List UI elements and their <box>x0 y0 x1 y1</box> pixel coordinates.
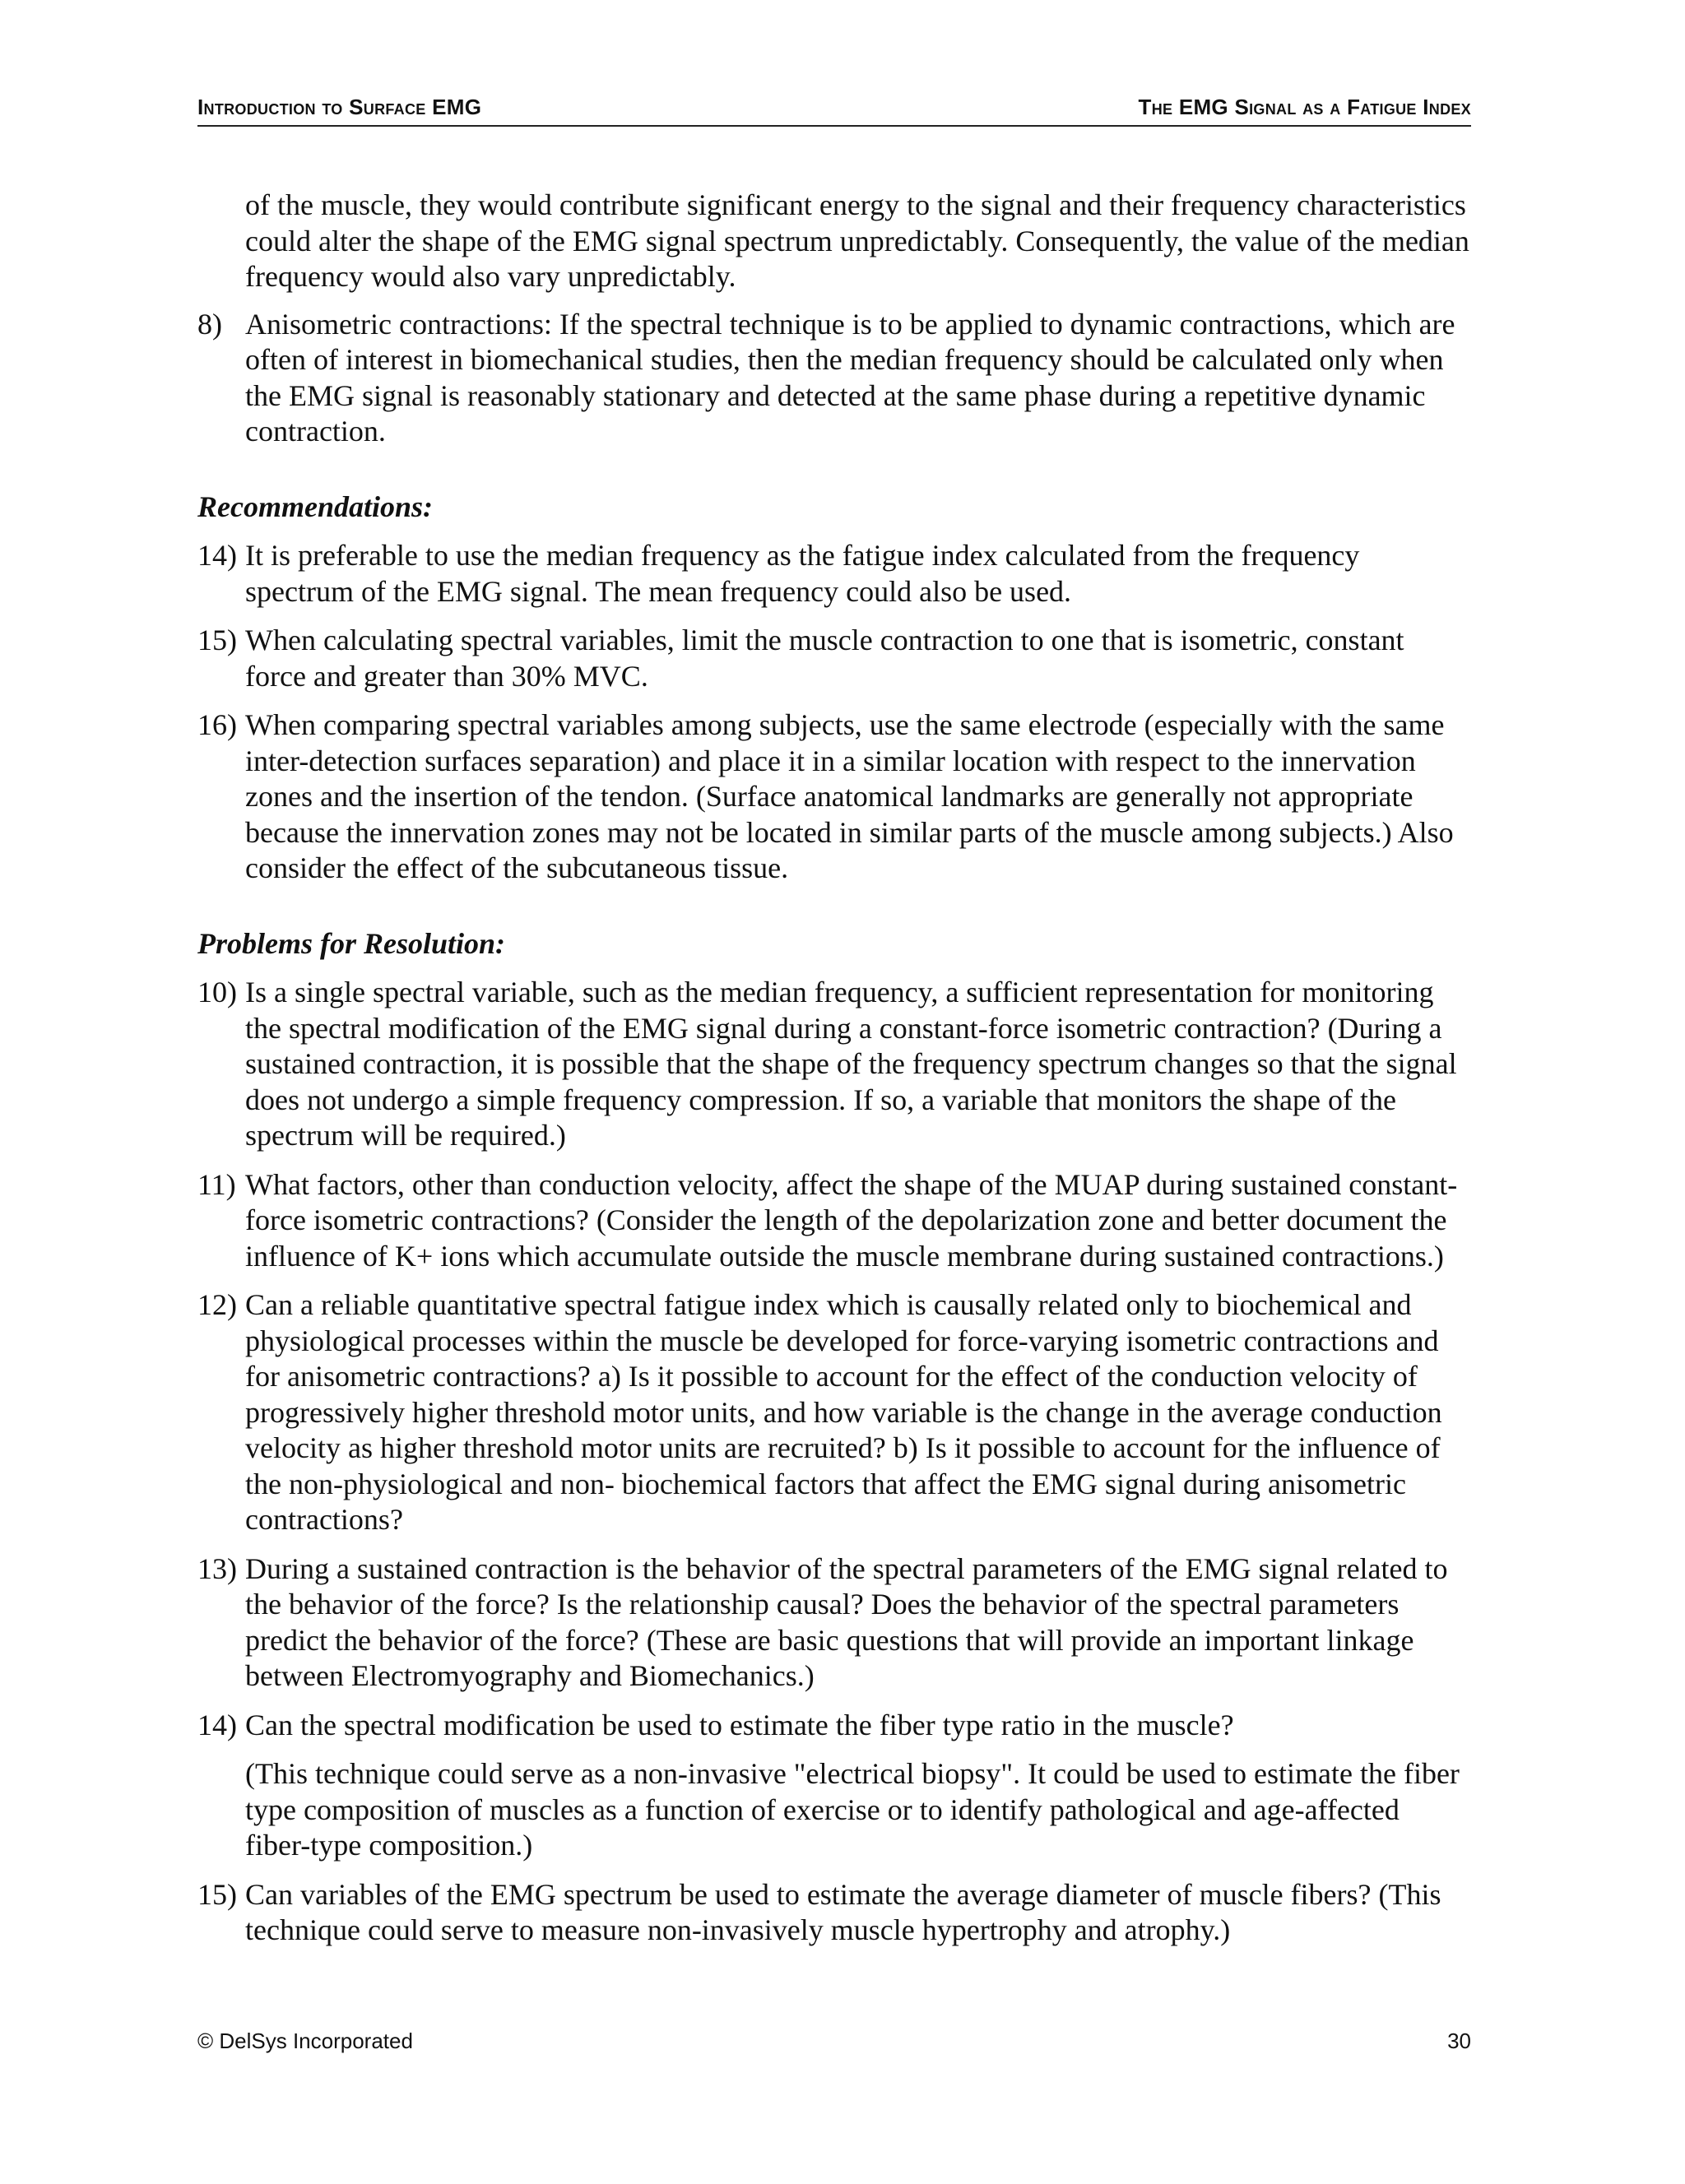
recommendation-item <box>197 538 1471 610</box>
header-chapter-title: The EMG Signal as a Fatigue Index <box>1138 95 1471 119</box>
item-number: 10) <box>197 976 237 1009</box>
item-text: During a sustained contraction is the behavior of the spectral parameters of the EMG signal related to the behavior of the force? Is the relationship causal? Does the behavior of the spectral parameters predict the behavior of the force? (These are basic questions that will provide an important linkage between Electromyography and Biomechanics.) <box>245 1551 1448 1692</box>
item-text: What factors, other than conduction velocity, affect the shape of the MUAP during sustained constant-force isometric contractions? (Consider the length of the depolarization zone and better document the influence of K+ ions which accumulate outside the muscle membrane during sustained contractions.) <box>245 1167 1458 1273</box>
problem-item <box>197 1287 1471 1538</box>
item-number: 15) <box>197 624 237 656</box>
recommendation-item <box>197 707 1471 887</box>
item-text: Can a reliable quantitative spectral fatigue index which is causally related only to biochemical and physiological processes within the muscle be developed for force-varying isometric contractions and for anisometric contractions? a) Is it possible to account for the effect of the conduction velocity of progressively higher threshold motor units, and how variable is the change in the average conduction velocity as higher threshold motor units are recruited? b) Is it possible to account for the influence of the non-physiological and non- biochemical factors that affect the EMG signal during anisometric contractions? <box>245 1288 1442 1536</box>
section-heading-recommendations: Recommendations: <box>197 489 433 523</box>
item-number: 16) <box>197 708 237 741</box>
item-text: Can the spectral modification be used to estimate the fiber type ratio in the muscle? <box>245 1708 1234 1741</box>
item-subparagraph: (This technique could serve as a non-invasive "electrical biopsy". It could be used to estimate the fiber type composition of muscles as a function of exercise or to identify pathological and age-affected fiber-type composition.) <box>245 1757 1460 1862</box>
header-book-title: Introduction to Surface EMG <box>197 95 482 119</box>
problem-item <box>197 1708 1471 1864</box>
problem-item <box>197 1167 1471 1275</box>
problem-item <box>197 1877 1471 1949</box>
page-body <box>197 188 1471 1962</box>
item-text: It is preferable to use the median frequency as the fatigue index calculated from the frequency spectrum of the EMG signal. The mean frequency could also be used. <box>245 539 1360 608</box>
page-number: 30 <box>1447 2029 1471 2053</box>
item-text: When comparing spectral variables among subjects, use the same electrode (especially with the same inter-detection surfaces separation) and place it in a similar location with respect to the innervation zones and the insertion of the tendon. (Surface anatomical landmarks are generally not appropriate because the innervation zones may not be located in similar parts of the muscle among subjects.) Also consider the effect of the subcutaneous tissue. <box>245 708 1454 884</box>
item-number: 8) <box>197 307 222 341</box>
list-item <box>197 307 1471 450</box>
item-number: 14) <box>197 539 237 572</box>
page-header <box>197 92 1471 127</box>
problem-item <box>197 975 1471 1154</box>
item-text: When calculating spectral variables, limit the muscle contraction to one that is isometric, constant force and greater than 30% MVC. <box>245 624 1404 693</box>
item-text: Anisometric contractions: If the spectral technique is to be applied to dynamic contractions, which are often of interest in biomechanical studies, then the median frequency should be calculated only when the EMG signal is reasonably stationary and detected at the same phase during a repetitive dynamic contraction. <box>245 307 1455 447</box>
item-number: 13) <box>197 1551 237 1585</box>
recommendation-item <box>197 623 1471 694</box>
item-number: 14) <box>197 1708 237 1741</box>
item-number: 11) <box>197 1167 236 1201</box>
problem-item <box>197 1551 1471 1695</box>
item-text: Can variables of the EMG spectrum be used to estimate the average diameter of muscle fibers? (This technique could serve to measure non-invasively muscle hypertrophy and atrophy.) <box>245 1877 1441 1946</box>
footer-copyright: © DelSys Incorporated <box>197 2029 413 2053</box>
item-number: 12) <box>197 1288 237 1321</box>
continuation-paragraph: of the muscle, they would contribute significant energy to the signal and their frequency characteristics could alter the shape of the EMG signal spectrum unpredictably. Consequently, the value of the median frequency would also vary unpredictably. <box>245 188 1469 293</box>
item-number: 15) <box>197 1877 237 1911</box>
section-heading-problems: Problems for Resolution: <box>197 926 506 960</box>
item-text: Is a single spectral variable, such as the median frequency, a sufficient representation for monitoring the spectral modification of the EMG signal during a constant-force isometric contraction? (During a sustained contraction, it is possible that the shape of the frequency spectrum changes so that the signal does not undergo a simple frequency compression. If so, a variable that monitors the shape of the spectrum will be required.) <box>245 976 1457 1152</box>
